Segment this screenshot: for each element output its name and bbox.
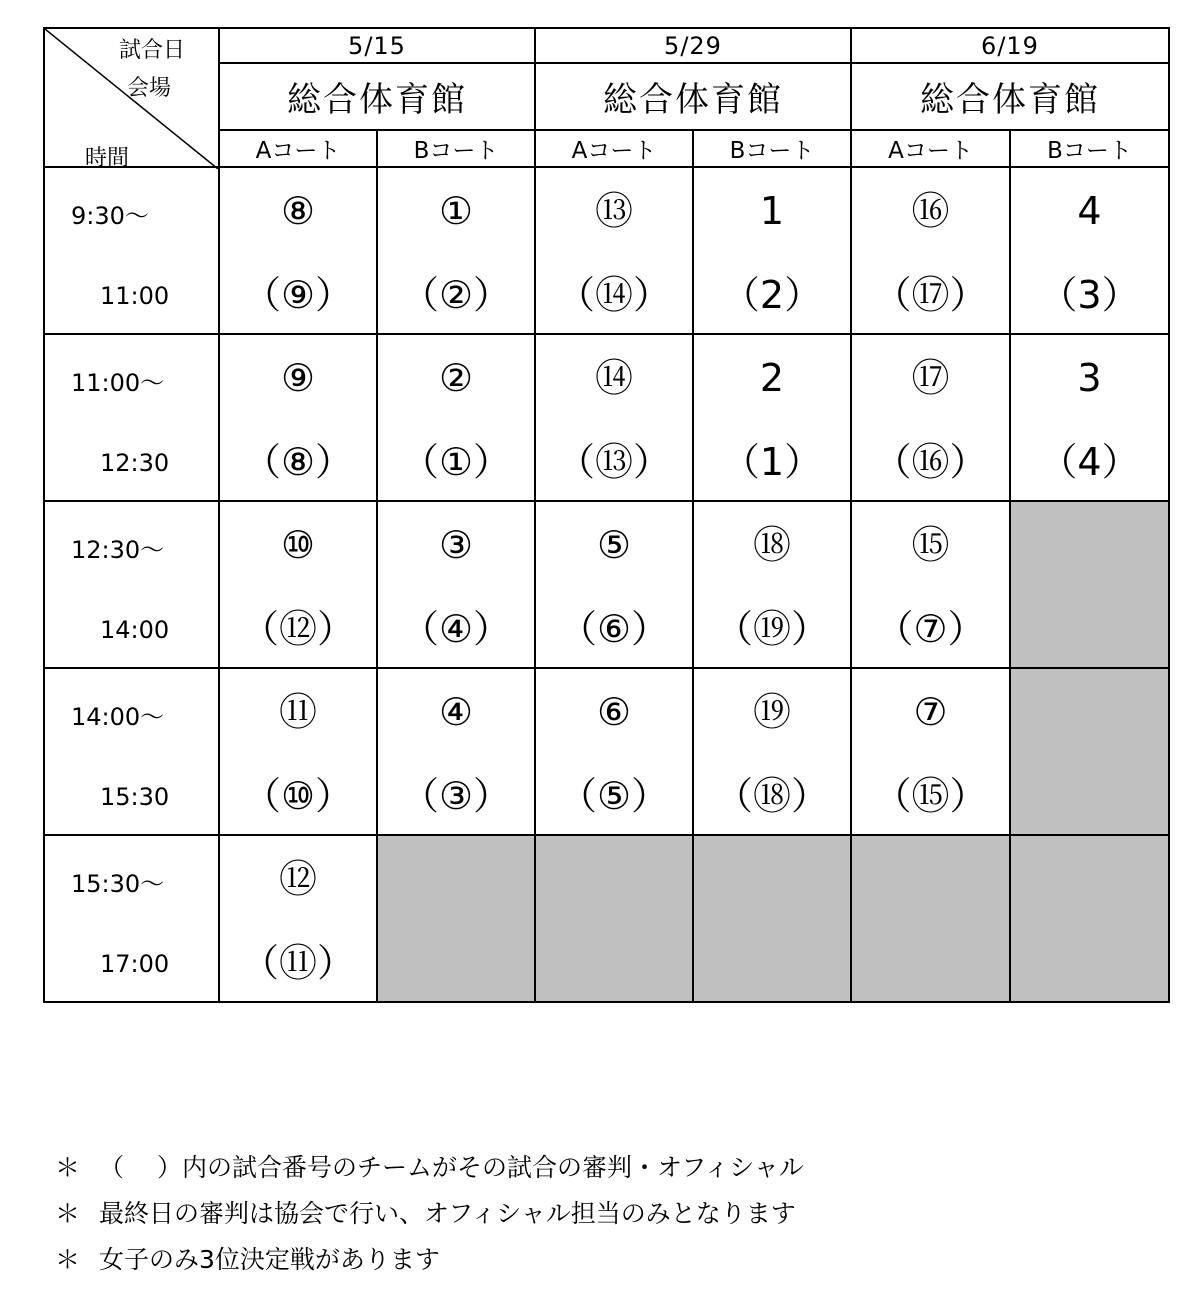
date-label: 試合日	[119, 38, 186, 63]
referee-team: （⑦）	[875, 607, 986, 651]
game-number: 4	[1077, 189, 1102, 233]
game-number: ⑱	[752, 523, 791, 567]
game-number: ⑫	[278, 857, 317, 901]
game-number: 2	[759, 356, 785, 400]
referee-team: （⑱）	[714, 774, 829, 818]
match-cell	[1010, 334, 1169, 501]
match-cell	[535, 668, 693, 835]
match-cell	[219, 668, 377, 835]
time-slot-cell	[44, 501, 219, 668]
referee-team: （⑩）	[242, 774, 354, 818]
game-number: ①	[438, 189, 474, 233]
start-time: 11:00～	[71, 369, 165, 397]
time-slot-row	[44, 835, 1169, 1002]
game-number: ⑦	[913, 690, 948, 734]
time-slot-cell	[44, 334, 219, 501]
court-header: Bコート	[1010, 130, 1169, 167]
match-cell	[693, 501, 851, 668]
empty-cell	[377, 835, 535, 1002]
referee-team: （⑪）	[240, 941, 355, 985]
game-number: ⑭	[594, 356, 633, 400]
empty-cell	[535, 835, 693, 1002]
match-cell	[851, 167, 1010, 334]
game-number: ④	[438, 690, 474, 734]
court-header: Aコート	[851, 130, 1010, 167]
game-number: ⑬	[594, 189, 633, 233]
referee-team: （⑮）	[873, 774, 988, 818]
empty-cell	[1010, 668, 1169, 835]
court-header: Bコート	[377, 130, 535, 167]
date-header-1: 5/15	[219, 28, 535, 63]
match-cell	[377, 668, 535, 835]
court-header: Aコート	[219, 130, 377, 167]
match-cell	[535, 501, 693, 668]
game-number: 1	[759, 189, 785, 233]
referee-team: （2）	[721, 273, 823, 317]
date-header-3: 6/19	[851, 28, 1169, 63]
time-label: 時間	[85, 146, 130, 171]
start-time: 15:30～	[71, 870, 165, 898]
empty-cell	[851, 835, 1010, 1002]
game-number: ⑮	[911, 523, 950, 567]
match-cell	[219, 167, 377, 334]
game-number: ③	[438, 523, 474, 567]
referee-team: （④）	[400, 607, 512, 651]
venue-header-2: 総合体育館	[535, 63, 851, 130]
time-slot-row	[44, 668, 1169, 835]
time-slot-cell	[44, 835, 219, 1002]
asterisk: ＊	[55, 1245, 81, 1274]
referee-team: （⑰）	[873, 273, 988, 317]
referee-team: （⑧）	[242, 440, 354, 484]
match-cell	[693, 167, 851, 334]
referee-team: （⑯）	[873, 440, 988, 484]
referee-team: （①）	[400, 440, 512, 484]
match-cell	[693, 334, 851, 501]
match-cell	[377, 501, 535, 668]
game-number: ⑰	[911, 356, 950, 400]
note-text: 最終日の審判は協会で行い、オフィシャル担当のみとなります	[99, 1199, 796, 1228]
referee-team: （⑲）	[714, 607, 829, 651]
game-number: ⑲	[752, 690, 791, 734]
game-number: ⑯	[911, 189, 950, 233]
end-time: 12:30	[100, 449, 170, 477]
match-cell	[693, 668, 851, 835]
match-cell	[535, 167, 693, 334]
game-number: ⑤	[596, 523, 632, 567]
game-number: ②	[438, 356, 474, 400]
match-cell	[851, 334, 1010, 501]
match-cell	[851, 501, 1010, 668]
referee-team: （⑭）	[556, 273, 671, 317]
referee-team: （③）	[400, 774, 512, 818]
time-slot-row	[44, 167, 1169, 334]
note-line	[55, 1148, 804, 1194]
date-header-2: 5/29	[535, 28, 851, 63]
court-header: Aコート	[535, 130, 693, 167]
match-cell	[377, 334, 535, 501]
referee-team: （②）	[400, 273, 512, 317]
referee-team: （⑤）	[558, 774, 670, 818]
venue-header-3: 総合体育館	[851, 63, 1169, 130]
schedule-table	[43, 27, 1170, 1003]
end-time: 11:00	[100, 282, 170, 310]
note-line	[55, 1194, 804, 1240]
notes	[55, 1148, 804, 1286]
referee-team: （⑫）	[240, 607, 355, 651]
match-cell	[851, 668, 1010, 835]
match-cell	[219, 334, 377, 501]
match-cell	[377, 167, 535, 334]
venue-label: 会場	[127, 76, 172, 101]
asterisk: ＊	[55, 1199, 81, 1228]
game-number: 3	[1077, 356, 1102, 400]
time-slot-row	[44, 334, 1169, 501]
start-time: 14:00～	[71, 703, 165, 731]
game-number: ⑪	[278, 690, 317, 734]
empty-cell	[1010, 501, 1169, 668]
start-time: 12:30～	[71, 536, 165, 564]
note-text: 女子のみ3位決定戦があります	[99, 1245, 440, 1274]
referee-team: （3）	[1039, 273, 1140, 317]
time-slot-row	[44, 501, 1169, 668]
end-time: 14:00	[100, 616, 170, 644]
court-header: Bコート	[693, 130, 851, 167]
empty-cell	[1010, 835, 1169, 1002]
match-cell	[1010, 167, 1169, 334]
start-time: 9:30～	[71, 202, 149, 230]
asterisk: ＊	[55, 1153, 81, 1182]
match-cell	[535, 334, 693, 501]
empty-cell	[693, 835, 851, 1002]
note-line	[55, 1240, 804, 1286]
referee-team: （1）	[721, 440, 823, 484]
referee-team: （4）	[1039, 440, 1140, 484]
referee-team: （⑬）	[556, 440, 671, 484]
venue-header-1: 総合体育館	[219, 63, 535, 130]
match-cell	[219, 501, 377, 668]
referee-team: （⑥）	[558, 607, 670, 651]
note-text: （ ）内の試合番号のチームがその試合の審判・オフィシャル	[99, 1153, 804, 1182]
end-time: 15:30	[100, 783, 170, 811]
game-number: ⑨	[280, 356, 316, 400]
time-slot-cell	[44, 167, 219, 334]
match-cell	[219, 835, 377, 1002]
referee-team: （⑨）	[242, 273, 354, 317]
game-number: ⑧	[280, 189, 316, 233]
time-slot-cell	[44, 668, 219, 835]
corner-header	[44, 28, 219, 171]
game-number: ⑩	[280, 523, 316, 567]
game-number: ⑥	[596, 690, 632, 734]
end-time: 17:00	[100, 950, 170, 978]
